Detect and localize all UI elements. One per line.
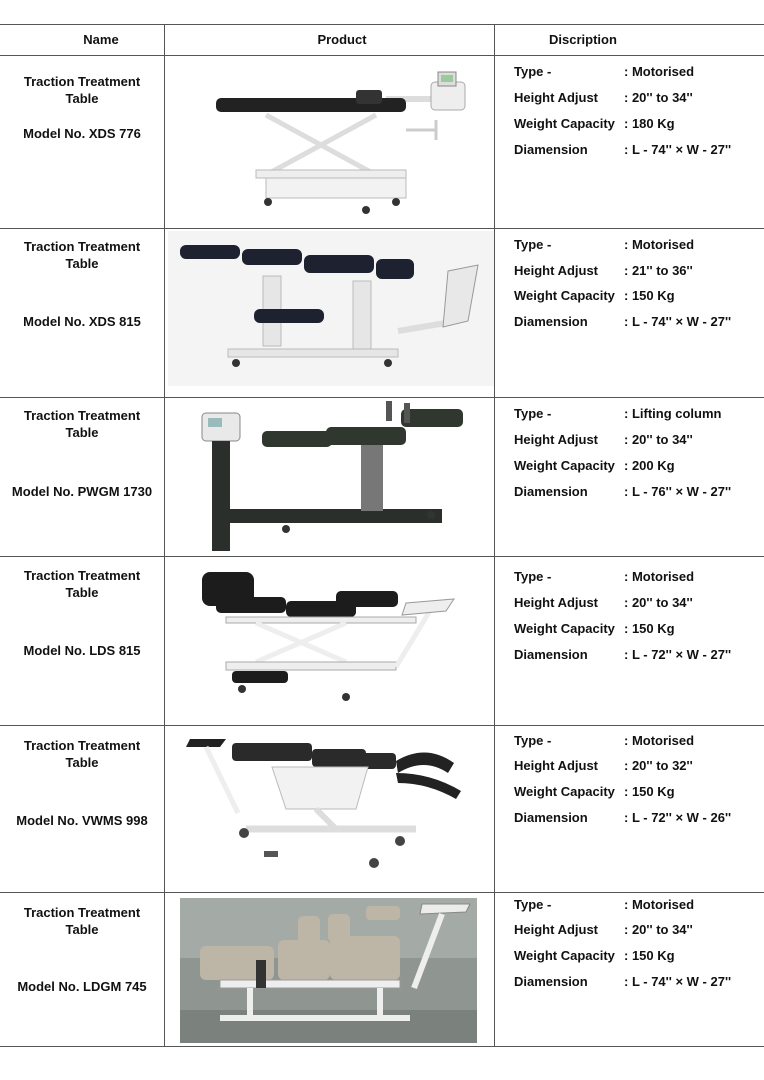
spec-dimension (514, 484, 764, 500)
model-number: Model No. VWMS 998 (16, 813, 148, 828)
spec-label: Height Adjust (514, 263, 599, 278)
spec-type (514, 406, 764, 422)
spec-type (514, 733, 764, 749)
model-number: Model No. XDS 815 (23, 314, 141, 329)
table-bottom-rule (0, 1046, 764, 1047)
spec-label: Weight Capacity (514, 621, 615, 636)
product-image-xds-815 (168, 231, 494, 386)
spec-type (514, 237, 764, 253)
spec-value: : Motorised (624, 569, 695, 584)
spec-value: : L - 74'' × W - 27'' (624, 974, 732, 989)
product-name-line: Traction Treatment (23, 408, 141, 423)
spec-value: : 150 Kg (624, 948, 675, 963)
product-name-line: Traction Treatment (23, 568, 141, 583)
spec-value: : Motorised (624, 897, 695, 912)
product-image-ldgm-745 (180, 898, 477, 1043)
model-number: Model No. XDS 776 (23, 126, 141, 141)
product-name (0, 568, 164, 601)
product-name (0, 239, 164, 272)
spec-label: Diamension (514, 142, 588, 157)
spec-value: : 180 Kg (624, 116, 675, 131)
spec-label: Weight Capacity (514, 288, 615, 303)
spec-label: Type - (514, 897, 552, 912)
product-name (0, 738, 164, 771)
spec-value: : L - 76'' × W - 27'' (624, 484, 732, 499)
spec-label: Weight Capacity (514, 458, 615, 473)
spec-type (514, 64, 764, 80)
spec-height (514, 263, 764, 279)
spec-value: : 20'' to 34'' (624, 90, 693, 105)
spec-value: : 20'' to 34'' (624, 595, 693, 610)
product-name-line: Table (65, 921, 99, 937)
spec-label: Height Adjust (514, 595, 599, 610)
header-description: Discription (549, 32, 617, 47)
spec-weight (514, 784, 764, 800)
product-name-line: Table (65, 255, 99, 271)
spec-value: : 21'' to 36'' (624, 263, 693, 278)
spec-value: : 150 Kg (624, 784, 675, 799)
spec-label: Height Adjust (514, 922, 599, 937)
model-number: Model No. LDS 815 (23, 643, 141, 658)
spec-label: Height Adjust (514, 432, 599, 447)
spec-weight (514, 288, 764, 304)
spec-label: Diamension (514, 314, 588, 329)
product-name-line: Traction Treatment (23, 738, 141, 753)
spec-value: : 20'' to 34'' (624, 922, 693, 937)
spec-label: Weight Capacity (514, 784, 615, 799)
spec-type (514, 569, 764, 585)
spec-height (514, 595, 764, 611)
spec-label: Type - (514, 64, 552, 79)
spec-weight (514, 948, 764, 964)
spec-dimension (514, 974, 764, 990)
spec-height (514, 922, 764, 938)
spec-value: : 20'' to 32'' (624, 758, 693, 773)
model-number: Model No. PWGM 1730 (11, 484, 153, 499)
product-image-xds-776 (206, 70, 486, 215)
spec-label: Height Adjust (514, 758, 599, 773)
spec-value: : 200 Kg (624, 458, 675, 473)
spec-label: Height Adjust (514, 90, 599, 105)
spec-label: Diamension (514, 484, 588, 499)
spec-value: : L - 72'' × W - 27'' (624, 647, 732, 662)
spec-label: Weight Capacity (514, 948, 615, 963)
spec-label: Type - (514, 406, 552, 421)
product-image-vwms-998 (186, 733, 471, 873)
spec-label: Diamension (514, 647, 588, 662)
spec-label: Type - (514, 569, 552, 584)
spec-label: Type - (514, 237, 552, 252)
spec-value: : Motorised (624, 237, 695, 252)
row-rule (0, 397, 764, 398)
col-divider-1 (164, 24, 165, 1047)
model-number: Model No. LDGM 745 (17, 979, 147, 994)
row-rule (0, 892, 764, 893)
product-name-line: Traction Treatment (23, 239, 141, 254)
product-name (0, 905, 164, 938)
product-name-line: Table (65, 754, 99, 770)
spec-label: Diamension (514, 810, 588, 825)
spec-value: : 150 Kg (624, 288, 675, 303)
spec-dimension (514, 810, 764, 826)
spec-value: : L - 72'' × W - 26'' (624, 810, 732, 825)
spec-label: Type - (514, 733, 552, 748)
spec-height (514, 432, 764, 448)
header-product: Product (317, 32, 367, 47)
spec-weight (514, 621, 764, 637)
product-image-pwgm-1730 (196, 401, 471, 553)
row-rule (0, 556, 764, 557)
spec-height (514, 758, 764, 774)
spec-label: Weight Capacity (514, 116, 615, 131)
product-image-lds-815 (196, 567, 461, 712)
row-rule (0, 228, 764, 229)
spec-value: : L - 74'' × W - 27'' (624, 142, 732, 157)
spec-weight (514, 116, 764, 132)
product-name-line: Traction Treatment (23, 74, 141, 89)
product-name (0, 408, 164, 441)
col-divider-2 (494, 24, 495, 1047)
spec-type (514, 897, 764, 913)
spec-dimension (514, 142, 764, 158)
spec-value: : Motorised (624, 64, 695, 79)
spec-weight (514, 458, 764, 474)
spec-value: : 20'' to 34'' (624, 432, 693, 447)
spec-dimension (514, 314, 764, 330)
product-name (0, 74, 164, 107)
spec-value: : Motorised (624, 733, 695, 748)
spec-value: : L - 74'' × W - 27'' (624, 314, 732, 329)
product-name-line: Table (65, 90, 99, 106)
spec-height (514, 90, 764, 106)
product-name-line: Traction Treatment (23, 905, 141, 920)
header-name: Name (83, 32, 119, 47)
row-rule (0, 725, 764, 726)
spec-label: Diamension (514, 974, 588, 989)
product-name-line: Table (65, 584, 99, 600)
spec-dimension (514, 647, 764, 663)
spec-value: : Lifting column (624, 406, 722, 421)
product-name-line: Table (65, 424, 99, 440)
spec-value: : 150 Kg (624, 621, 675, 636)
